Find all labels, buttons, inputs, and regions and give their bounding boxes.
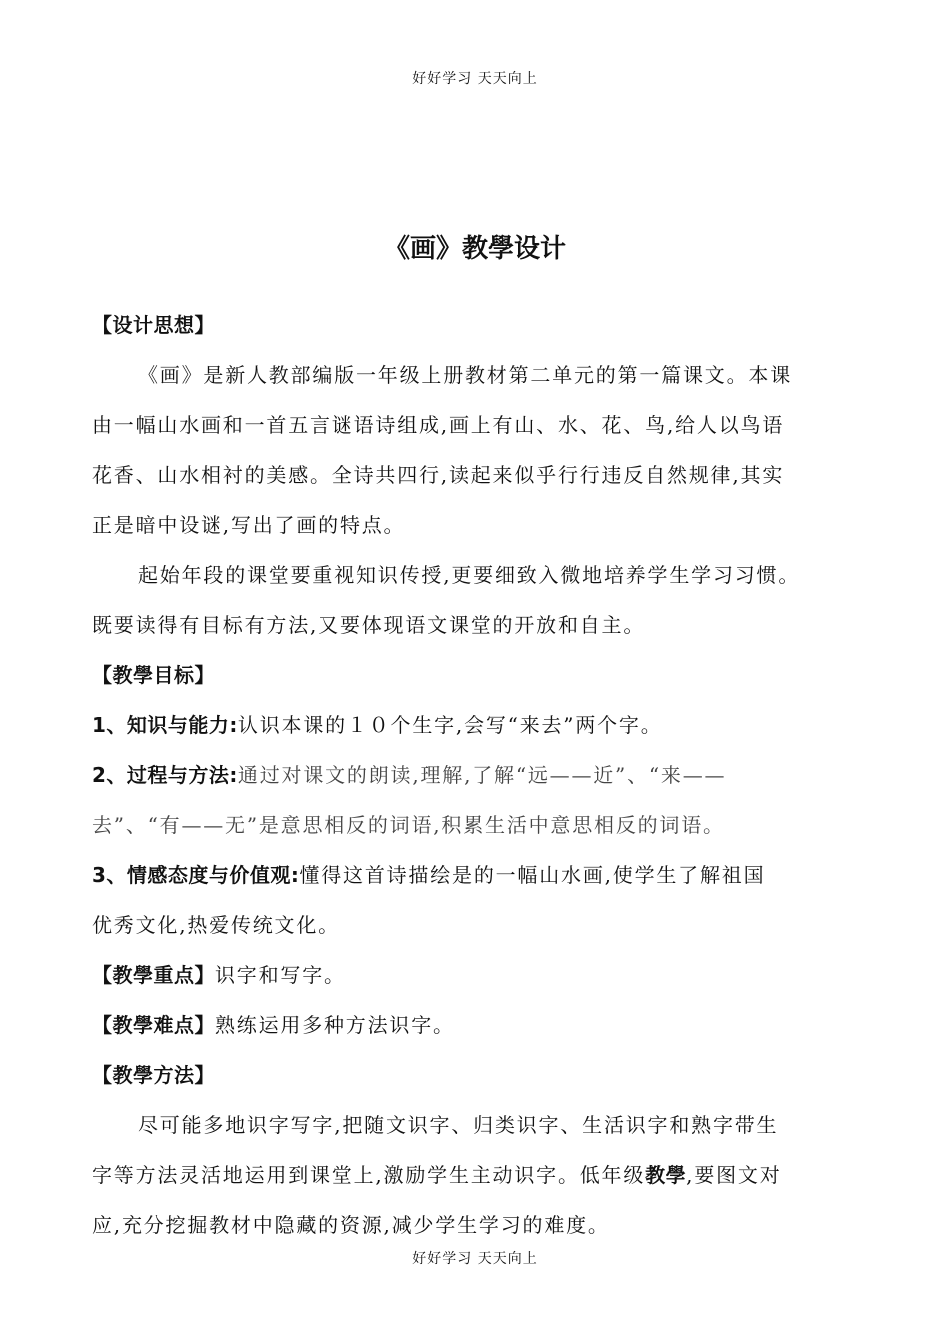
difficulty-row xyxy=(92,1000,867,1050)
goal-text: 懂得这首诗描绘是的一幅山水画,使学生了解祖国 xyxy=(299,863,766,887)
section-heading-design-thought: 【设计思想】 xyxy=(92,313,215,337)
paragraph-line: 花香、山水相衬的美感。全诗共四行,读起来似乎行行违反自然规律,其实 xyxy=(92,463,785,487)
paragraph-line: 优秀文化,热爱传统文化。 xyxy=(92,913,340,937)
section-heading-goals: 【教學目标】 xyxy=(92,663,215,687)
goal-label: 1、知识与能力: xyxy=(92,713,238,737)
goal-label: 3、情感态度与价值观: xyxy=(92,863,300,887)
paragraph-line: 由一幅山水画和一首五言谜语诗组成,画上有山、水、花、鸟,给人以鸟语 xyxy=(92,413,785,437)
goal-emotion xyxy=(92,850,867,900)
section-heading-method: 【教學方法】 xyxy=(92,1063,215,1087)
paragraph-line: 应,充分挖掘教材中隐藏的资源,减少学生学习的难度。 xyxy=(92,1213,610,1237)
goal-text: 通过对课文的朗读,理解,了解“远——近”、“来—— xyxy=(237,763,727,787)
paragraph-line: 起始年段的课堂要重视知识传授,更要细致入微地培养学生学习习惯。 xyxy=(138,563,801,587)
text-span-bold: 教學 xyxy=(645,1163,687,1187)
section-heading-difficulty: 【教學难点】 xyxy=(92,1013,215,1037)
paragraph-line: 既要读得有目标有方法,又要体现语文课堂的开放和自主。 xyxy=(92,613,646,637)
paragraph-line: 正是暗中设谜,写出了画的特点。 xyxy=(92,513,406,537)
page-footer: 好好学习 天天向上 xyxy=(412,1251,538,1267)
key-point-row xyxy=(92,950,867,1000)
difficulty-text: 熟练运用多种方法识字。 xyxy=(215,1013,455,1037)
paragraph-line: 《画》是新人教部编版一年级上册教材第二单元的第一篇课文。本课 xyxy=(138,363,792,387)
page-header: 好好学习 天天向上 xyxy=(412,71,538,87)
paragraph-line: 尽可能多地识字写字,把随文识字、归类识字、生活识字和熟字带生 xyxy=(138,1113,779,1137)
document-body xyxy=(92,300,867,1250)
section-heading-key-point: 【教學重点】 xyxy=(92,963,215,987)
paragraph-line: 去”、“有——无”是意思相反的词语,积累生活中意思相反的词语。 xyxy=(92,813,725,837)
text-span: ,要图文对 xyxy=(686,1163,782,1187)
key-point-text: 识字和写字。 xyxy=(215,963,346,987)
paragraph-line xyxy=(92,1150,867,1200)
goal-knowledge xyxy=(92,700,867,750)
document-title: 《画》教學设计 xyxy=(383,234,566,264)
goal-process xyxy=(92,750,867,800)
goal-text: 认识本课的１０个生字,会写“来去”两个字。 xyxy=(237,713,663,737)
goal-label: 2、过程与方法: xyxy=(92,763,238,787)
text-span: 字等方法灵活地运用到课堂上,激励学生主动识字。低年级 xyxy=(92,1163,646,1187)
